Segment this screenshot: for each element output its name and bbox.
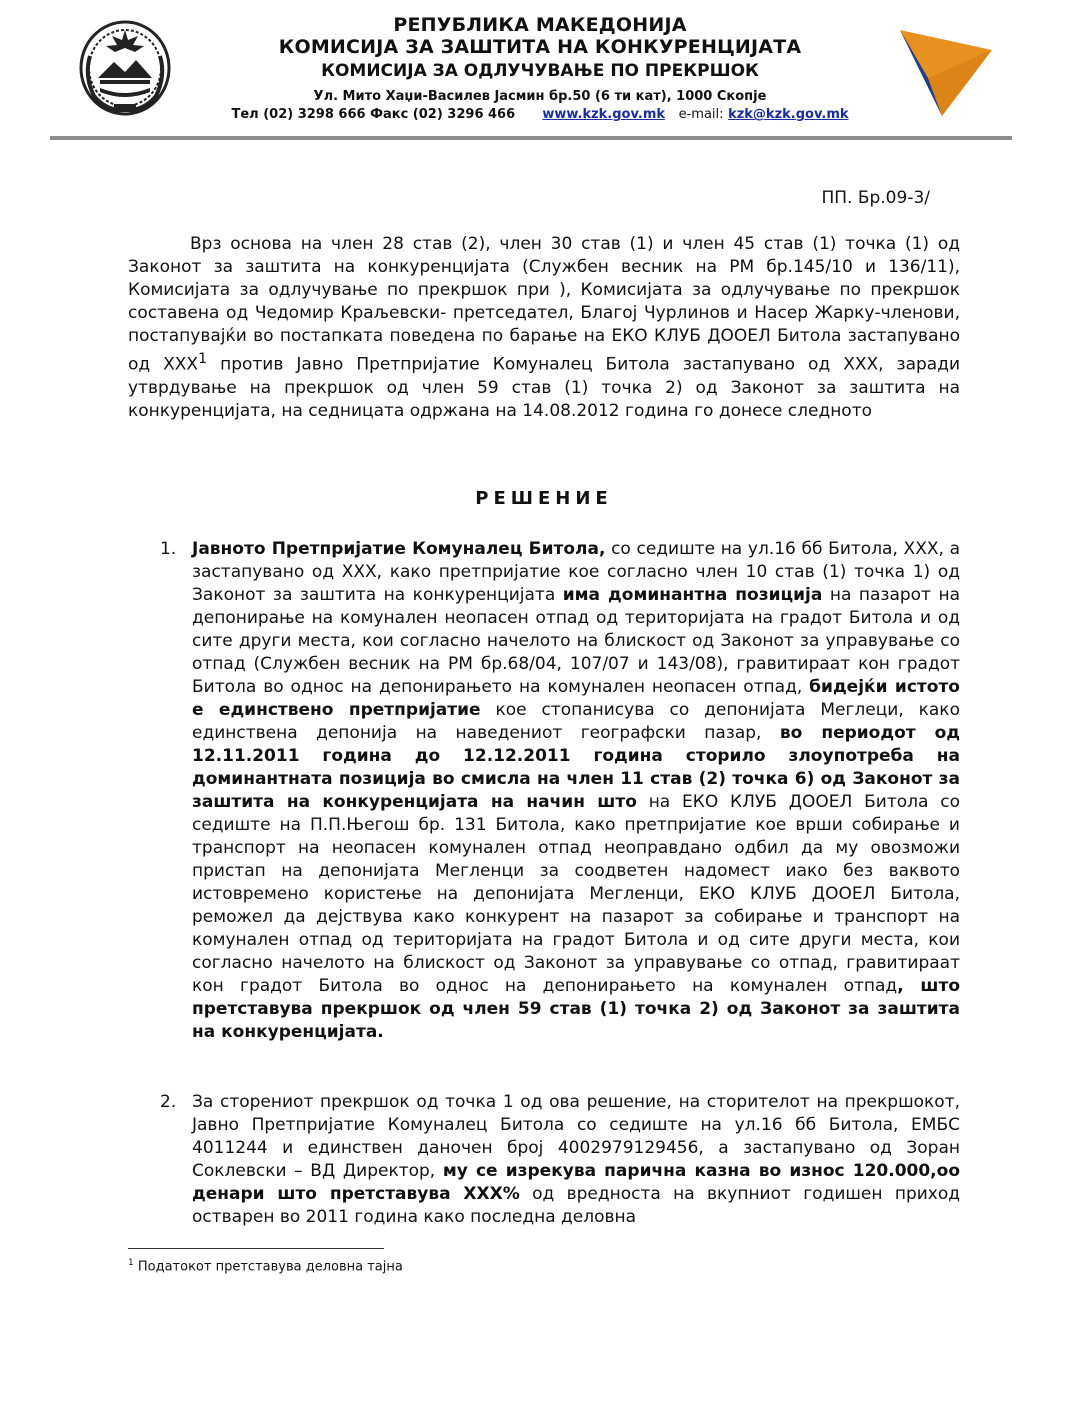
document-reference: ПП. Бр.09-3/ xyxy=(821,188,930,208)
item1-text-4: на ЕКО КЛУБ ДООЕЛ Битола со седиште на П.П.Његош бр. 131 Битола, како претпријатие кое врши собирање и транспорт на неопасен комунален отпад неоправдано одбил да му овозможи пристап на депонијата Мегленци за соодветен надомест иако без ваквото истовремено користење на депонијата Мегленци, ЕКО КЛУБ ДООЕЛ Битола, реможел да дејствува како конкурент на пазарот за собирање и транспорт на комунален отпад од територијата на градот Битола и од сите други места, кои согласно начелото на блискост од Законот за управување со отпад, гравитираат кон градот Битола во однос на депонирањето на комунален отпад xyxy=(192,792,960,996)
footnote xyxy=(128,1258,403,1274)
footnote-number: 1 xyxy=(128,1258,134,1268)
item1-text-3: кое стопанисува со депонијата Меглеци, како единствена депонија на наведениот географски пазар, xyxy=(192,700,960,743)
sub-commission-name: КОМИСИЈА ЗА ОДЛУЧУВАЊЕ ПО ПРЕКРШОК xyxy=(321,61,759,81)
letterhead xyxy=(50,10,1012,140)
letterhead-text xyxy=(220,14,860,124)
item1-bold-1: Јавното Претпријатие Комуналец Битола, xyxy=(192,539,606,559)
item1-text-1: со седиште на ул.16 бб Битола, ХХХ, а застапувано од ХХХ, како претпријатие кое согласно член 10 став (1) точка 1) од Законот за заштита на конкуренцијата xyxy=(192,539,960,605)
item1-bold-5: , што претставува прекршок од член 59 став (1) точка 2) од Законот за заштита на конкуренцијата. xyxy=(192,976,961,1042)
decision-item-1 xyxy=(160,538,960,1044)
footnote-divider xyxy=(128,1248,384,1249)
item1-bold-2: има доминантна позиција xyxy=(562,585,823,605)
item1-bold-4: во периодот од 12.11.2011 година до 12.12.2011 година сторило злоупотреба на доминантната позиција во смисла на член 11 став (2) точка 6) од Законот за заштита на конкуренцијата на начин што xyxy=(192,723,960,812)
email-link[interactable]: kzk@kzk.gov.mk xyxy=(728,107,849,122)
decision-title: РЕШЕНИЕ xyxy=(475,488,613,509)
contact-line xyxy=(220,106,860,124)
intro-text-2: против Јавно Претпријатие Комуналец Битола застапувано од ХХХ, заради утврдување на прекршок од член 59 став (1) точка 2) од Законот за заштита на конкуренцијата, на седницата одржана на 14.08.2012 година го донесе следното xyxy=(128,354,960,421)
item1-bold-3: бидејќи истото е единствено претпријатие xyxy=(192,677,960,720)
letterhead-divider xyxy=(50,136,1012,140)
item2-bold-1: му се изрекува парична казна во износ 120.000,оо денари што претставува ХХХ% xyxy=(192,1161,961,1204)
commission-name: КОМИСИЈА ЗА ЗАШТИТА НА КОНКУРЕНЦИЈАТА xyxy=(278,36,802,58)
item-body xyxy=(192,1091,960,1229)
footnote-mark: 1 xyxy=(198,351,208,367)
item-body xyxy=(192,538,960,1044)
item2-text-1: За сторениот прекршок од точка 1 од ова решение, на сторителот на прекршокот, Јавно Претпријатие Комуналец Битола со седиште на ул.16 бб Битола, ЕМБС 4011244 и единствен даночен број 4002979129456, а застапувано од Зоран Соклевски – ВД Директор, xyxy=(192,1092,960,1181)
address: Ул. Мито Хаџи-Василев Јасмин бр.50 (6 ти кат), 1000 Скопје xyxy=(313,89,767,104)
item-number: 2. xyxy=(160,1092,177,1112)
email-label: e-mail: xyxy=(678,107,724,122)
item1-text-2: на пазарот на депонирање на комунален неопасен отпад од територијата на градот Битола и од сите други места, кои согласно начелото на блискост од Законот за управување со отпад (Службен весник на РМ бр.68/04, 107/07 и 143/08), гравитираат кон градот Битола во однос на депонирањето на комунален неопасен отпад, xyxy=(192,585,960,697)
phone-fax: Тел (02) 3298 666 Факс (02) 3296 466 xyxy=(231,107,516,122)
country-name: РЕПУБЛИКА МАКЕДОНИЈА xyxy=(393,14,687,36)
decision-item-2 xyxy=(160,1091,960,1229)
intro-text-1: Врз основа на член 28 став (2), член 30 став (1) и член 45 став (1) точка (1) од Законот за заштита на конкуренцијата (Службен весник на РМ бр.145/10 и 136/11), Комисијата за одлучување по прекршок при ), Комисијата за одлучување по прекршок составена од Чедомир Краљевски- претседател, Благој Чурлинов и Насер Жарку-членови, постапувајќи во постапката поведена по барање на ЕКО КЛУБ ДООЕЛ Битола застапувано од ХХХ xyxy=(128,234,960,375)
item2-text-2: од вредноста на вкупниот годишен приход остварен во 2011 година како последна деловна xyxy=(192,1184,960,1227)
state-emblem-icon xyxy=(78,16,172,116)
intro-paragraph xyxy=(128,233,960,423)
website-link[interactable]: www.kzk.gov.mk xyxy=(542,107,666,122)
item-number: 1. xyxy=(160,539,177,559)
commission-logo-icon xyxy=(898,26,994,118)
footnote-text: Податокот претставува деловна тајна xyxy=(137,1259,403,1275)
